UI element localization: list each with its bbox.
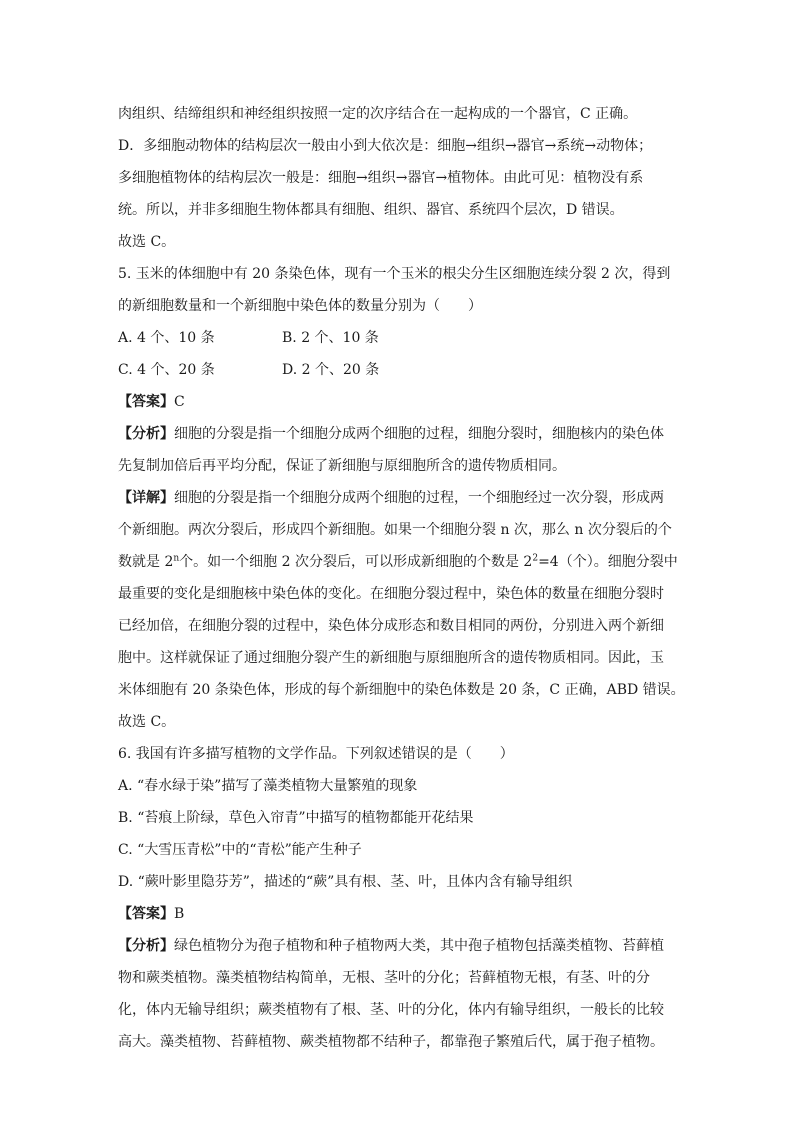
question-5-stem: 的新细胞数量和一个新细胞中染色体的数量分别为（ ）: [118, 298, 482, 314]
question-5-stem: 5. 玉米的体细胞中有 20 条染色体，现有一个玉米的根尖分生区细胞连续分裂 2 次，得到: [118, 266, 671, 282]
question-5-options: [118, 328, 678, 348]
text-line: 最重要的变化是细胞核中染色体的变化。在细胞分裂过程中，染色体的数量在细胞分裂时: [118, 586, 664, 602]
option-c: C. 4 个、20 条: [118, 362, 215, 378]
text-line: 统。所以，并非多细胞生物体都具有细胞、组织、器官、系统四个层次，D 错误。: [118, 202, 624, 218]
answer-value: B: [174, 906, 185, 922]
text-segment: 个。如一个细胞 2 次分裂后，可以形成新细胞的个数是 2: [179, 554, 533, 570]
question-5-options: [118, 360, 678, 380]
answer-line: [118, 904, 678, 924]
text-line: 已经加倍，在细胞分裂的过程中，染色体分成形态和数目相同的两份，分别进入两个新细: [118, 618, 664, 634]
analysis-text: 绿色植物分为孢子植物和种子植物两大类，其中孢子植物包括藻类植物、苔藓植: [174, 938, 664, 954]
text-line: 物和蕨类植物。藻类植物结构简单，无根、茎叶的分化；苔藓植物无根，有茎、叶的分: [118, 970, 650, 986]
superscript: n: [173, 553, 180, 564]
text-line: 故选 C。: [118, 714, 176, 730]
option-b: B. 2 个、10 条: [282, 330, 379, 346]
text-line: 多细胞植物体的结构层次一般是：细胞→组织→器官→植物体。由此可见：植物没有系: [118, 170, 644, 186]
answer-line: [118, 392, 678, 412]
answer-tag: 【答案】: [118, 906, 174, 922]
question-6-stem: 6. 我国有许多描写植物的文学作品。下列叙述错误的是（ ）: [118, 746, 514, 762]
option-d: D. 2 个、20 条: [282, 362, 380, 378]
text-line: 米体细胞有 20 条染色体，形成的每个新细胞中的染色体数是 20 条，C 正确，ABD 错误。: [118, 682, 685, 698]
analysis-tag: 【分析】: [118, 426, 174, 442]
text-line: D．多细胞动物体的结构层次一般由小到大依次是：细胞→组织→器官→系统→动物体；: [118, 138, 653, 154]
text-segment: 数就是 2: [118, 554, 174, 570]
text-line: 故选 C。: [118, 234, 176, 250]
text-line: 胞中。这样就保证了通过细胞分裂产生的新细胞与原细胞所含的遗传物质相同。因此，玉: [118, 650, 664, 666]
text-line: [118, 552, 678, 572]
option-a: A. “春水绿于染”描写了藻类植物大量繁殖的现象: [118, 778, 418, 794]
analysis-line: [118, 424, 678, 444]
analysis-text: 细胞的分裂是指一个细胞分成两个细胞的过程，细胞分裂时，细胞核内的染色体: [174, 426, 664, 442]
option-b: B. “苔痕上阶绿，草色入帘青”中描写的植物都能开花结果: [118, 810, 474, 826]
detail-line: [118, 488, 678, 508]
analysis-tag: 【分析】: [118, 938, 174, 954]
detail-text: 细胞的分裂是指一个细胞分成两个细胞的过程，一个细胞经过一次分裂，形成两: [174, 490, 664, 506]
option-c: C. “大雪压青松”中的“青松”能产生种子: [118, 842, 362, 858]
text-line: 化，体内无输导组织；蕨类植物有了根、茎、叶的分化，体内有输导组织，一般长的比较: [118, 1002, 664, 1018]
answer-value: C: [174, 394, 185, 410]
text-line: 肉组织、结缔组织和神经组织按照一定的次序结合在一起构成的一个器官，C 正确。: [118, 106, 638, 122]
text-line: 高大。藻类植物、苔藓植物、蕨类植物都不结种子，都靠孢子繁殖后代，属于孢子植物。: [118, 1034, 664, 1050]
option-d: D. “蕨叶影里隐芬芳”，描述的“蕨”具有根、茎、叶，且体内含有输导组织: [118, 874, 573, 890]
text-line: 个新细胞。两次分裂后，形成四个新细胞。如果一个细胞分裂 n 次，那么 n 次分裂后的个: [118, 522, 672, 538]
superscript: 2: [532, 553, 539, 564]
option-a: A. 4 个、10 条: [118, 330, 215, 346]
text-segment: =4（个）。细胞分裂中: [538, 554, 678, 570]
answer-tag: 【答案】: [118, 394, 174, 410]
detail-tag: 【详解】: [118, 490, 174, 506]
analysis-line: [118, 936, 678, 956]
text-line: 先复制加倍后再平均分配，保证了新细胞与原细胞所含的遗传物质相同。: [118, 458, 566, 474]
